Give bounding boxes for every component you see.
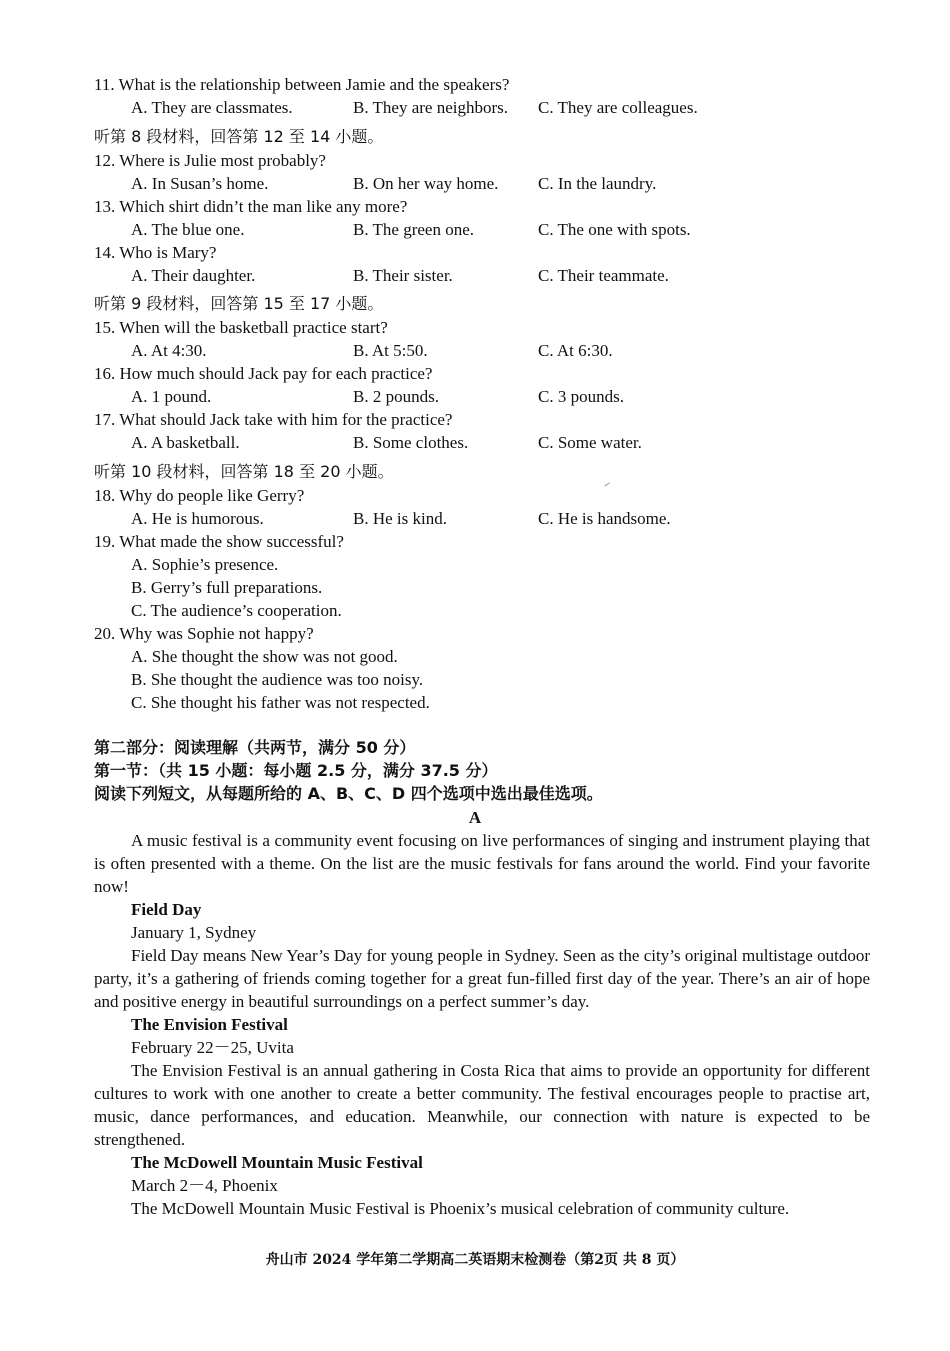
question-17: 17. What should Jack take with him for the practice? — [94, 410, 453, 429]
question-15: 15. When will the basketball practice start? — [94, 318, 388, 337]
option-15a: A. At 4:30. — [131, 341, 207, 360]
question-20: 20. Why was Sophie not happy? — [94, 624, 314, 643]
festival-3-info: March 2－4, Phoenix — [131, 1176, 278, 1195]
question-18: 18. Why do people like Gerry? — [94, 486, 305, 505]
option-18c: C. He is handsome. — [538, 509, 671, 528]
question-16: 16. How much should Jack pay for each practice? — [94, 364, 433, 383]
option-20b: B. She thought the audience was too noisy. — [131, 670, 424, 689]
option-15c: C. At 6:30. — [538, 341, 613, 360]
festival-3-name: The McDowell Mountain Music Festival — [131, 1153, 423, 1172]
option-13c: C. The one with spots. — [538, 220, 691, 239]
option-19a: A. Sophie’s presence. — [131, 555, 279, 574]
option-17a: A. A basketball. — [131, 433, 240, 452]
instruction-material-9: 听第 9 段材料，回答第 15 至 17 小题。 — [94, 294, 384, 313]
option-14b: B. Their sister. — [353, 266, 453, 285]
question-13: 13. Which shirt didn’t the man like any more? — [94, 197, 408, 216]
question-19: 19. What made the show successful? — [94, 532, 344, 551]
option-16b: B. 2 pounds. — [353, 387, 439, 406]
reading-instruction: 阅读下列短文，从每题所给的 A、B、C、D 四个选项中选出最佳选项。 — [94, 784, 603, 803]
option-17c: C. Some water. — [538, 433, 642, 452]
scan-mark — [604, 482, 609, 486]
question-11: 11. What is the relationship between Jamie and the speakers? — [94, 75, 510, 94]
option-11a: A. They are classmates. — [131, 98, 293, 117]
passage-label: A — [468, 808, 482, 827]
instruction-material-8: 听第 8 段材料，回答第 12 至 14 小题。 — [94, 127, 384, 146]
option-14c: C. Their teammate. — [538, 266, 669, 285]
option-11c: C. They are colleagues. — [538, 98, 698, 117]
festival-2-name: The Envision Festival — [131, 1015, 288, 1034]
option-18b: B. He is kind. — [353, 509, 447, 528]
option-13b: B. The green one. — [353, 220, 475, 239]
option-20c: C. She thought his father was not respected. — [131, 693, 430, 712]
part-two-title: 第二部分：阅读理解（共两节，满分 50 分） — [94, 738, 416, 757]
option-18a: A. He is humorous. — [131, 509, 264, 528]
option-11b: B. They are neighbors. — [353, 98, 509, 117]
option-17b: B. Some clothes. — [353, 433, 469, 452]
section-one-title: 第一节：（共 15 小题：每小题 2.5 分，满分 37.5 分） — [94, 761, 498, 780]
option-12b: B. On her way home. — [353, 174, 499, 193]
option-19c: C. The audience’s cooperation. — [131, 601, 342, 620]
festival-1-desc: Field Day means New Year’s Day for young people in Sydney. Seen as the city’s original multistage outdoor party, it’s a gathering of friends coming together for a great fun-filled first day of the year. There’s an air of hope and positive energy in beautiful surroundings on a perfect summer’s day. — [94, 946, 870, 1011]
option-14a: A. Their daughter. — [131, 266, 256, 285]
question-12: 12. Where is Julie most probably? — [94, 151, 326, 170]
instruction-material-10: 听第 10 段材料，回答第 18 至 20 小题。 — [94, 462, 394, 481]
festival-1-name: Field Day — [131, 900, 202, 919]
option-16a: A. 1 pound. — [131, 387, 212, 406]
question-14: 14. Who is Mary? — [94, 243, 217, 262]
festival-1-info: January 1, Sydney — [131, 923, 257, 942]
option-16c: C. 3 pounds. — [538, 387, 624, 406]
option-19b: B. Gerry’s full preparations. — [131, 578, 323, 597]
page-footer: 舟山市 2024 学年第二学期高二英语期末检测卷（第2页 共 8 页） — [265, 1252, 685, 1268]
option-15b: B. At 5:50. — [353, 341, 428, 360]
option-20a: A. She thought the show was not good. — [131, 647, 398, 666]
option-12a: A. In Susan’s home. — [131, 174, 269, 193]
festival-2-info: February 22－25, Uvita — [131, 1038, 294, 1057]
passage-intro: A music festival is a community event focusing on live performances of singing and instrument playing that is often presented with a theme. On the list are the music festivals for fans around the world. Find your favorite now! — [94, 831, 870, 896]
festival-2-desc: The Envision Festival is an annual gathering in Costa Rica that aims to provide an opportunity for different cultures to work with one another to create a better community. The festival encourages people to practise art, music, dance performances, and education. Meanwhile, our connection with nature is expected to be strengthened. — [94, 1061, 870, 1149]
option-12c: C. In the laundry. — [538, 174, 657, 193]
festival-3-desc: The McDowell Mountain Music Festival is Phoenix’s musical celebration of community culture. — [131, 1199, 790, 1218]
option-13a: A. The blue one. — [131, 220, 245, 239]
